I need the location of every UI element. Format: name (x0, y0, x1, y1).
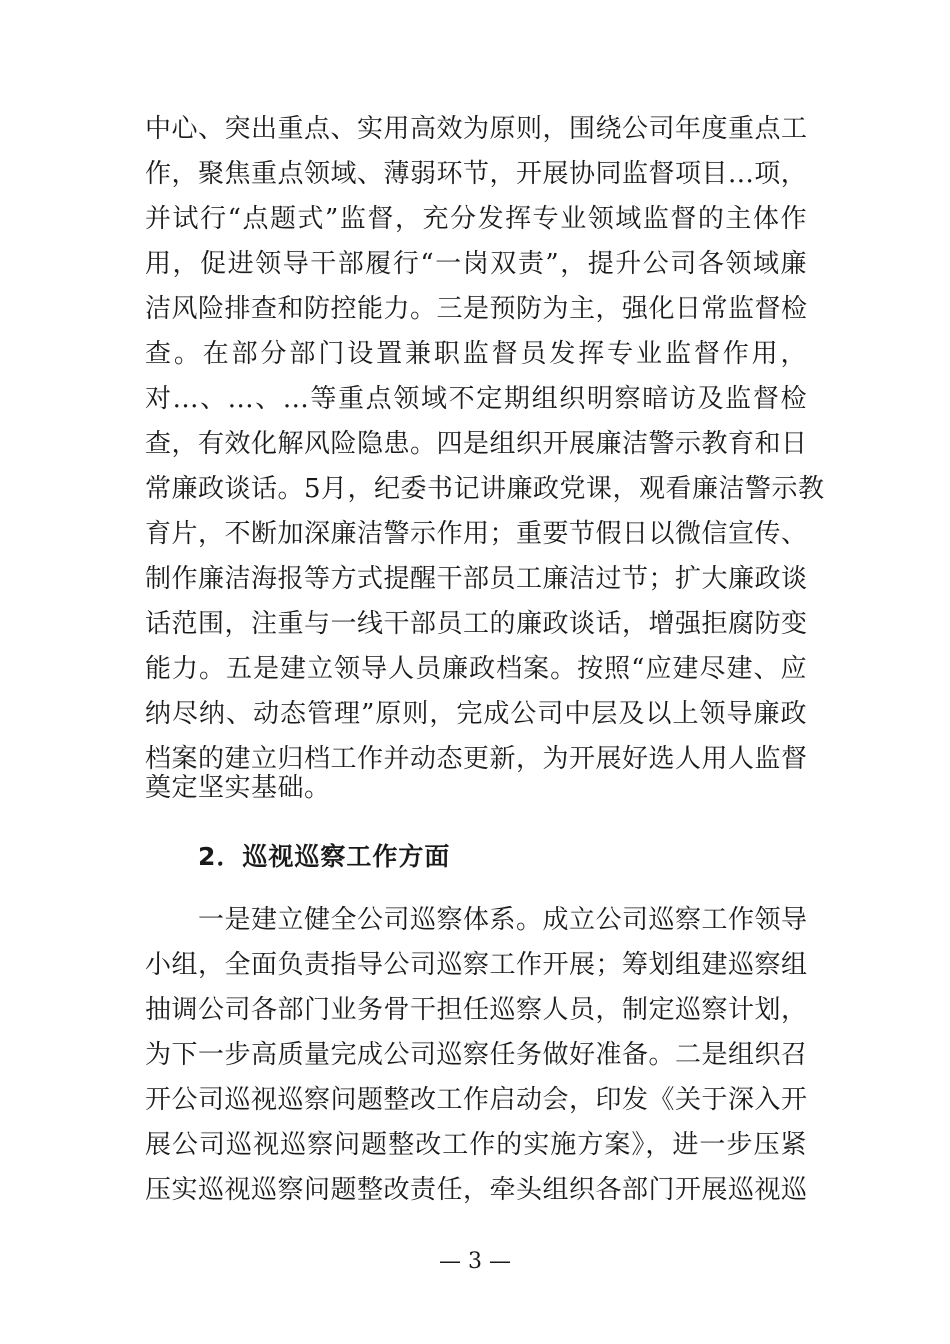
page-number: — 3 — (439, 1249, 511, 1274)
text-line: 并试行“点题式”监督，充分发挥专业领域监督的主体作 (145, 204, 807, 234)
text-line: 能力。五是建立领导人员廉政档案。按照“应建尽建、应 (145, 654, 807, 684)
text-line: 中心、突出重点、实用高效为原则，围绕公司年度重点工 (145, 114, 808, 144)
text-line: 纳尽纳、动态管理”原则，完成公司中层及以上领导廉政 (145, 699, 807, 729)
text-line: 作，聚焦重点领域、薄弱环节，开展协同监督项目...项， (145, 159, 808, 189)
section-heading: 2．巡视巡察工作方面 (198, 842, 451, 871)
text-line: 育片，不断加深廉洁警示作用；重要节假日以微信宣传、 (145, 519, 808, 549)
text-line: 为下一步高质量完成公司巡察任务做好准备。二是组织召 (145, 1040, 808, 1070)
text-line: 压实巡视巡察问题整改责任，牵头组织各部门开展巡视巡 (145, 1175, 808, 1205)
text-line: 奠定坚实基础。 (145, 773, 331, 803)
text-line: 用，促进领导干部履行“一岗双责”，提升公司各领域廉 (145, 249, 807, 279)
text-line: 对...、...、...等重点领域不定期组织明察暗访及监督检 (145, 384, 807, 414)
text-line: 开公司巡视巡察问题整改工作启动会，印发《关于深入开 (145, 1085, 808, 1115)
text-line: 查。在部分部门设置兼职监督员发挥专业监督作用， (145, 339, 807, 369)
text-line: 查，有效化解风险隐患。四是组织开展廉洁警示教育和日 (145, 429, 808, 459)
text-line: 展公司巡视巡察问题整改工作的实施方案》，进一步压紧 (145, 1130, 807, 1160)
text-line: 一是建立健全公司巡察体系。成立公司巡察工作领导 (145, 905, 808, 935)
text-line: 制作廉洁海报等方式提醒干部员工廉洁过节；扩大廉政谈 (145, 564, 808, 594)
text-line: 常廉政谈话。5月，纪委书记讲廉政党课，观看廉洁警示教 (145, 474, 825, 504)
text-line: 档案的建立归档工作并动态更新，为开展好选人用人监督 (145, 744, 808, 774)
text-line: 洁风险排查和防控能力。三是预防为主，强化日常监督检 (145, 294, 808, 324)
text-line: 小组，全面负责指导公司巡察工作开展；筹划组建巡察组 (145, 950, 808, 980)
text-line: 抽调公司各部门业务骨干担任巡察人员，制定巡察计划， (145, 995, 808, 1025)
text-line: 话范围，注重与一线干部员工的廉政谈话，增强拒腐防变 (145, 609, 808, 639)
